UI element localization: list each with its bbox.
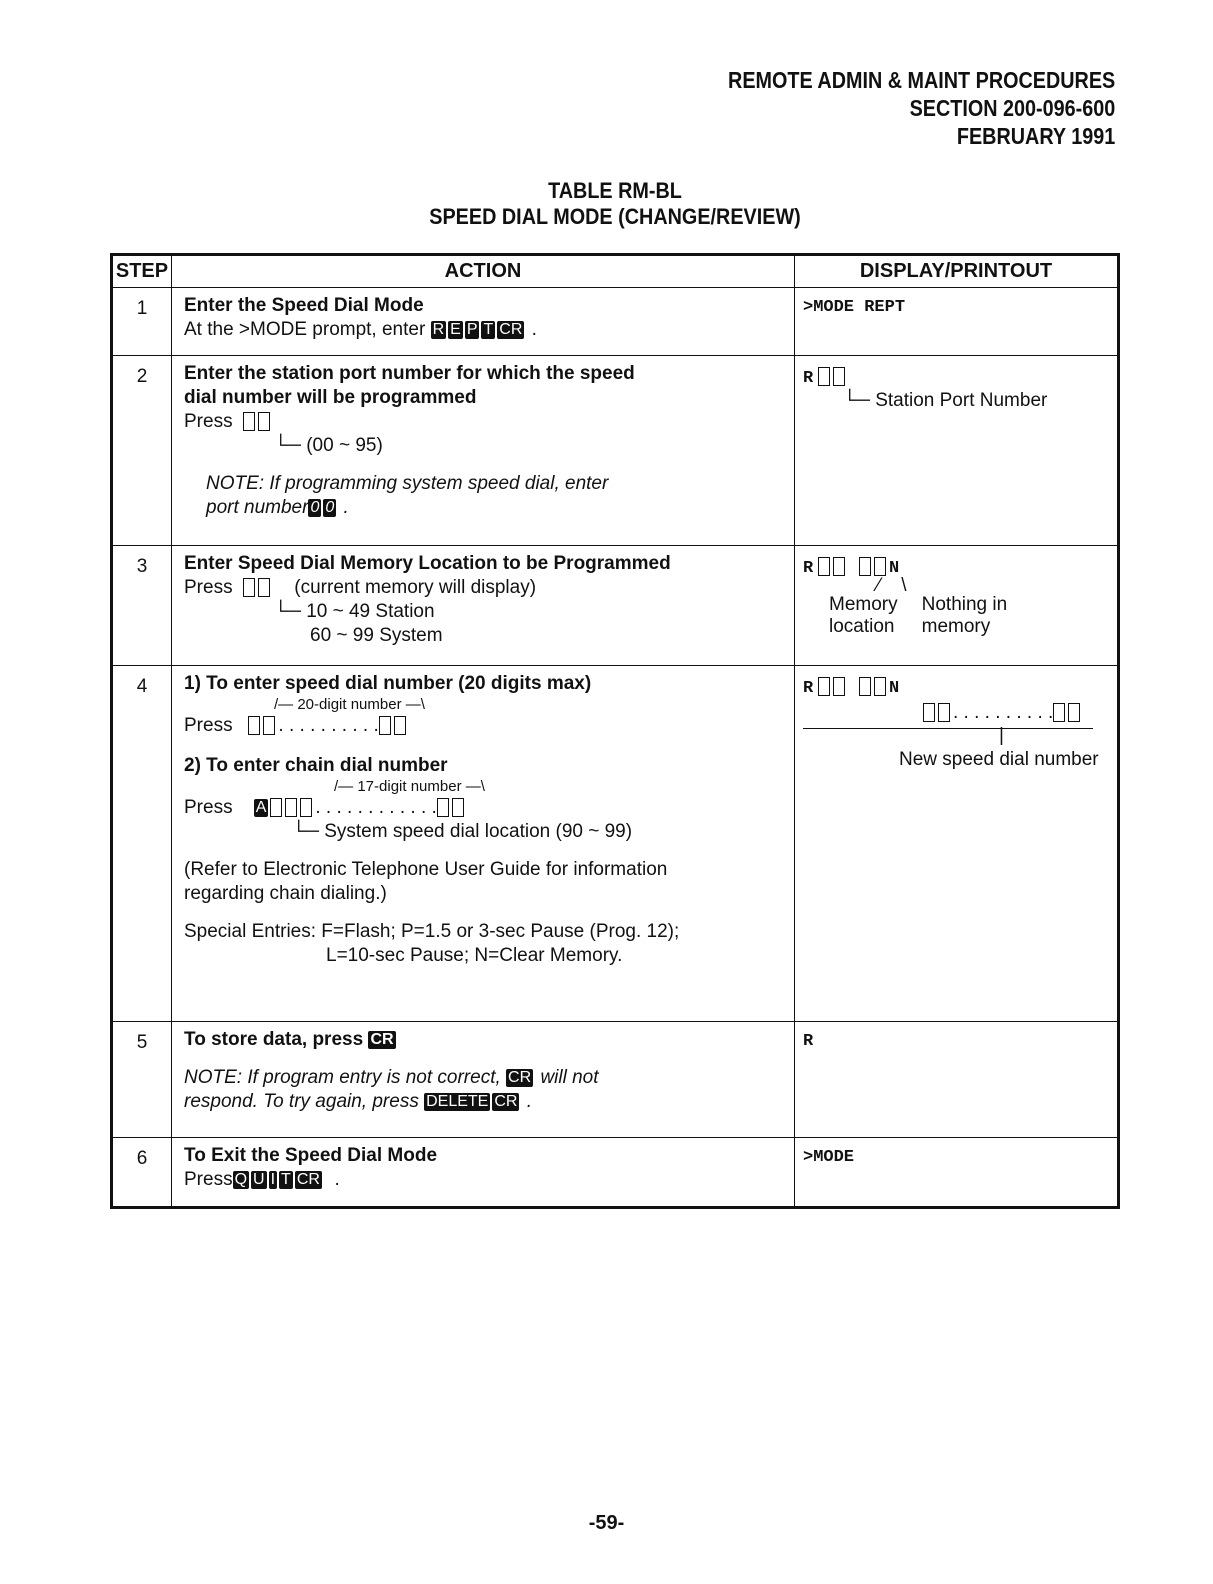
press-line: Press . . . . . . . . . . bbox=[184, 714, 784, 738]
key-r: R bbox=[432, 320, 445, 338]
page-number: -59- bbox=[588, 1512, 625, 1534]
key-delete: DELETE bbox=[426, 1092, 489, 1110]
table-row bbox=[112, 666, 1119, 1022]
key-cr: CR bbox=[296, 1170, 320, 1188]
note-line-1: NOTE: If programming system speed dial, enter bbox=[206, 473, 609, 494]
press-line: Press Q U I T CR . bbox=[184, 1169, 340, 1190]
note-line-1: NOTE: If program entry is not correct, CR will not bbox=[184, 1067, 599, 1088]
table-row bbox=[112, 546, 1119, 666]
header-line-1: REMOTE ADMIN & MAINT PROCEDURES bbox=[727, 67, 1115, 93]
action-title: 2) To enter chain dial number bbox=[184, 755, 448, 776]
procedure-table bbox=[110, 253, 1120, 1209]
table-header-row bbox=[112, 255, 1119, 288]
key-p: P bbox=[466, 320, 478, 338]
reference-line-2: regarding chain dialing.) bbox=[184, 883, 387, 904]
action-title: Enter the station port number for which the speed bbox=[184, 363, 635, 384]
action-cell bbox=[172, 356, 795, 546]
action-text: At the >MODE prompt, enter R E P T CR . bbox=[184, 319, 537, 340]
note-line-2: port number 0 0 . bbox=[206, 497, 349, 518]
display-label: Station Port Number bbox=[875, 390, 1048, 411]
column-action: ACTION bbox=[172, 255, 795, 288]
display-cell: R bbox=[795, 1022, 1119, 1138]
display-cell: R N . . . . . . . . . . | New speed dial number bbox=[795, 666, 1119, 1022]
digit-box bbox=[258, 412, 270, 431]
digit-count-label: /— 20-digit number —\ bbox=[274, 696, 425, 713]
key-t: T bbox=[483, 320, 494, 338]
press-line: Press bbox=[184, 410, 784, 434]
action-cell bbox=[172, 1022, 795, 1138]
key-i: I bbox=[270, 1170, 276, 1188]
action-cell bbox=[172, 666, 795, 1022]
press-line: Press (current memory will display) bbox=[184, 577, 537, 598]
header-line-3: FEBRUARY 1991 bbox=[956, 123, 1115, 149]
display-label: New speed dial number bbox=[899, 749, 1099, 770]
step-number: 6 bbox=[112, 1138, 172, 1208]
table-row bbox=[112, 356, 1119, 546]
document-header bbox=[728, 66, 1115, 150]
table-title-line-1: TABLE RM-BL bbox=[548, 178, 682, 203]
key-a: A bbox=[255, 798, 267, 816]
column-display: DISPLAY/PRINTOUT bbox=[795, 255, 1119, 288]
step-number: 5 bbox=[112, 1022, 172, 1138]
action-cell bbox=[172, 288, 795, 356]
step-number: 2 bbox=[112, 356, 172, 546]
note-line-2: respond. To try again, press DELETE CR . bbox=[184, 1091, 533, 1112]
column-step: STEP bbox=[112, 255, 172, 288]
table-title bbox=[62, 178, 1169, 230]
display-cell: R └─ Station Port Number bbox=[795, 356, 1119, 546]
location-line: └─ System speed dial location (90 ~ 99) bbox=[292, 821, 633, 842]
step-number: 1 bbox=[112, 288, 172, 356]
action-title: To Exit the Speed Dial Mode bbox=[184, 1145, 438, 1166]
range-line: └─ (00 ~ 95) bbox=[274, 435, 383, 456]
range-line: 60 ~ 99 System bbox=[310, 625, 443, 646]
step-number: 4 bbox=[112, 666, 172, 1022]
display-cell: >MODE bbox=[795, 1138, 1119, 1208]
action-title: Enter Speed Dial Memory Location to be Programmed bbox=[184, 553, 671, 574]
display-cell: >MODE REPT bbox=[795, 288, 1119, 356]
special-entries-1: Special Entries: F=Flash; P=1.5 or 3-sec Pause (Prog. 12); bbox=[184, 921, 680, 942]
table-row bbox=[112, 1022, 1119, 1138]
digit-count-label: /— 17-digit number —\ bbox=[334, 778, 485, 795]
key-e: E bbox=[450, 320, 461, 338]
table-row bbox=[112, 288, 1119, 356]
key-t: T bbox=[281, 1170, 291, 1188]
action-title: 1) To enter speed dial number (20 digits max) bbox=[184, 673, 592, 694]
action-title-cont: dial number will be programmed bbox=[184, 387, 477, 408]
range-line: └─ 10 ~ 49 Station bbox=[274, 601, 435, 622]
action-cell bbox=[172, 1138, 795, 1208]
key-0: 0 bbox=[325, 498, 335, 516]
key-u: U bbox=[253, 1170, 265, 1188]
header-line-2: SECTION 200-096-600 bbox=[909, 95, 1115, 121]
display-cell: R N ⁄ \ Memory location Nothing in memory bbox=[795, 546, 1119, 666]
table-row bbox=[112, 1138, 1119, 1208]
key-cr: CR bbox=[499, 320, 523, 338]
key-0: 0 bbox=[310, 498, 320, 516]
special-entries-2: L=10-sec Pause; N=Clear Memory. bbox=[326, 945, 623, 966]
action-cell bbox=[172, 546, 795, 666]
table-title-line-2: SPEED DIAL MODE (CHANGE/REVIEW) bbox=[429, 204, 801, 229]
key-q: Q bbox=[234, 1170, 248, 1188]
action-title: To store data, press CR bbox=[184, 1029, 394, 1050]
reference-line-1: (Refer to Electronic Telephone User Guide for information bbox=[184, 859, 668, 880]
key-cr: CR bbox=[370, 1030, 394, 1048]
step-number: 3 bbox=[112, 546, 172, 666]
action-title: Enter the Speed Dial Mode bbox=[184, 295, 424, 316]
display-text: R bbox=[803, 369, 814, 388]
press-line: Press A . . . . . . . . . . . . bbox=[184, 796, 784, 820]
digit-box bbox=[243, 412, 255, 431]
